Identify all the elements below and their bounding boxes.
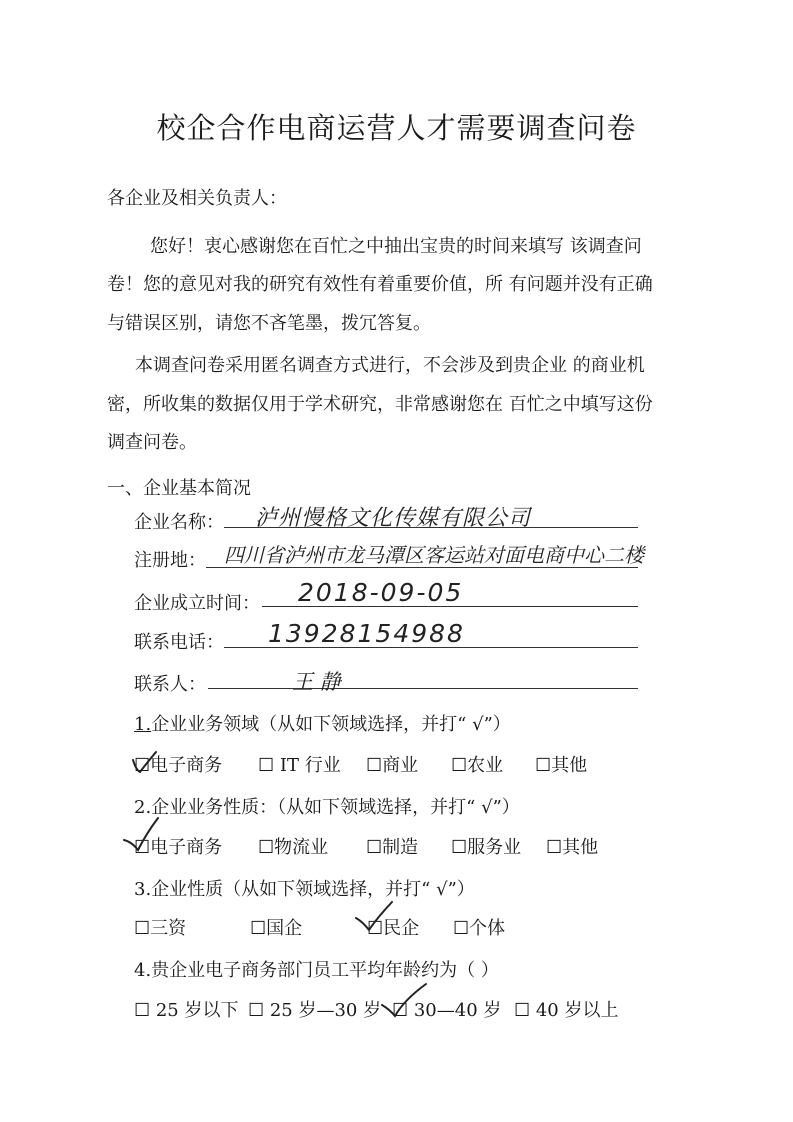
founded-label: 企业成立时间： <box>134 593 260 614</box>
q1-number: 1. <box>134 714 152 735</box>
contact-value[interactable]: 王 静 <box>292 670 341 694</box>
company-name-value[interactable]: 泸州慢格文化传媒有限公司 <box>255 506 532 531</box>
q2-option-logistics[interactable]: ☐物流业 <box>258 837 329 858</box>
q3-question: 3.企业性质（从如下领域选择，并打“ √”） <box>134 879 475 900</box>
intro-p2-line3: 调查问卷。 <box>107 432 197 453</box>
q4-option-25-30[interactable]: ☐ 25 岁—30 岁 <box>248 1000 382 1021</box>
q4-option-under25[interactable]: ☐ 25 岁以下 <box>134 1000 239 1021</box>
q2-option-service[interactable]: ☐服务业 <box>451 837 522 858</box>
section1-heading: 一、企业基本简况 <box>107 478 251 499</box>
address-value[interactable]: 四川省泸州市龙马潭区客运站对面电商中心二楼 <box>224 543 644 567</box>
q3-checkmark <box>356 902 392 930</box>
q2-checkmark <box>124 818 158 850</box>
contact-label: 联系人： <box>134 674 206 695</box>
address-label: 注册地： <box>134 550 206 571</box>
company-name-label: 企业名称： <box>134 512 224 533</box>
q3-option-state[interactable]: ☐国企 <box>250 918 303 939</box>
q4-option-30-40[interactable]: ☐ 30—40 岁 <box>392 1000 502 1021</box>
intro-p1-line1: 您好！衷心感谢您在百忙之中抽出宝贵的时间来填写 该调查问 <box>150 236 642 257</box>
intro-p2-line1: 本调查问卷采用匿名调查方式进行，不会涉及到贵企业 的商业机 <box>135 355 645 376</box>
q1-option-agriculture[interactable]: ☐农业 <box>451 755 504 776</box>
intro-p1-line3: 与错误区别，请您不吝笔墨，拨冗答复。 <box>107 313 431 334</box>
q4-question: 4.贵企业电子商务部门员工平均年龄约为（ ） <box>134 960 499 981</box>
salutation: 各企业及相关负责人： <box>107 188 287 209</box>
q1-option-commerce[interactable]: ☐商业 <box>366 755 419 776</box>
q2-option-ecommerce[interactable]: ☐电子商务 <box>134 837 223 858</box>
q1-option-other[interactable]: ☐其他 <box>535 755 588 776</box>
q1-text: 企业业务领域（从如下领域选择，并打“ √”） <box>151 714 511 735</box>
phone-value[interactable]: 13928154988 <box>268 619 465 648</box>
q1-option-it[interactable]: ☐ IT 行业 <box>258 755 341 776</box>
q1-option-ecommerce[interactable]: ☐电子商务 <box>134 755 223 776</box>
q3-option-private[interactable]: ☐民企 <box>367 918 420 939</box>
q1-checkmark <box>133 752 156 772</box>
phone-label: 联系电话： <box>134 632 224 653</box>
q2-question: 2.企业业务性质：（从如下领域选择，并打“ √”） <box>134 797 520 818</box>
q2-option-manufacturing[interactable]: ☐制造 <box>366 837 419 858</box>
q3-option-foreign[interactable]: ☐三资 <box>134 918 187 939</box>
q3-option-individual[interactable]: ☐个体 <box>453 918 506 939</box>
founded-value[interactable]: 2018-09-05 <box>298 578 464 607</box>
q4-option-over40[interactable]: ☐ 40 岁以上 <box>514 1000 619 1021</box>
document-title: 校企合作电商运营人才需要调查问卷 <box>156 111 637 145</box>
q4-checkmark <box>382 984 426 1016</box>
q2-option-other[interactable]: ☐其他 <box>546 837 599 858</box>
intro-p2-line2: 密，所收集的数据仅用于学术研究，非常感谢您在 百忙之中填写这份 <box>107 394 653 415</box>
intro-p1-line2: 卷！您的意见对我的研究有效性有着重要价值，所 有问题并没有正确 <box>107 274 653 295</box>
